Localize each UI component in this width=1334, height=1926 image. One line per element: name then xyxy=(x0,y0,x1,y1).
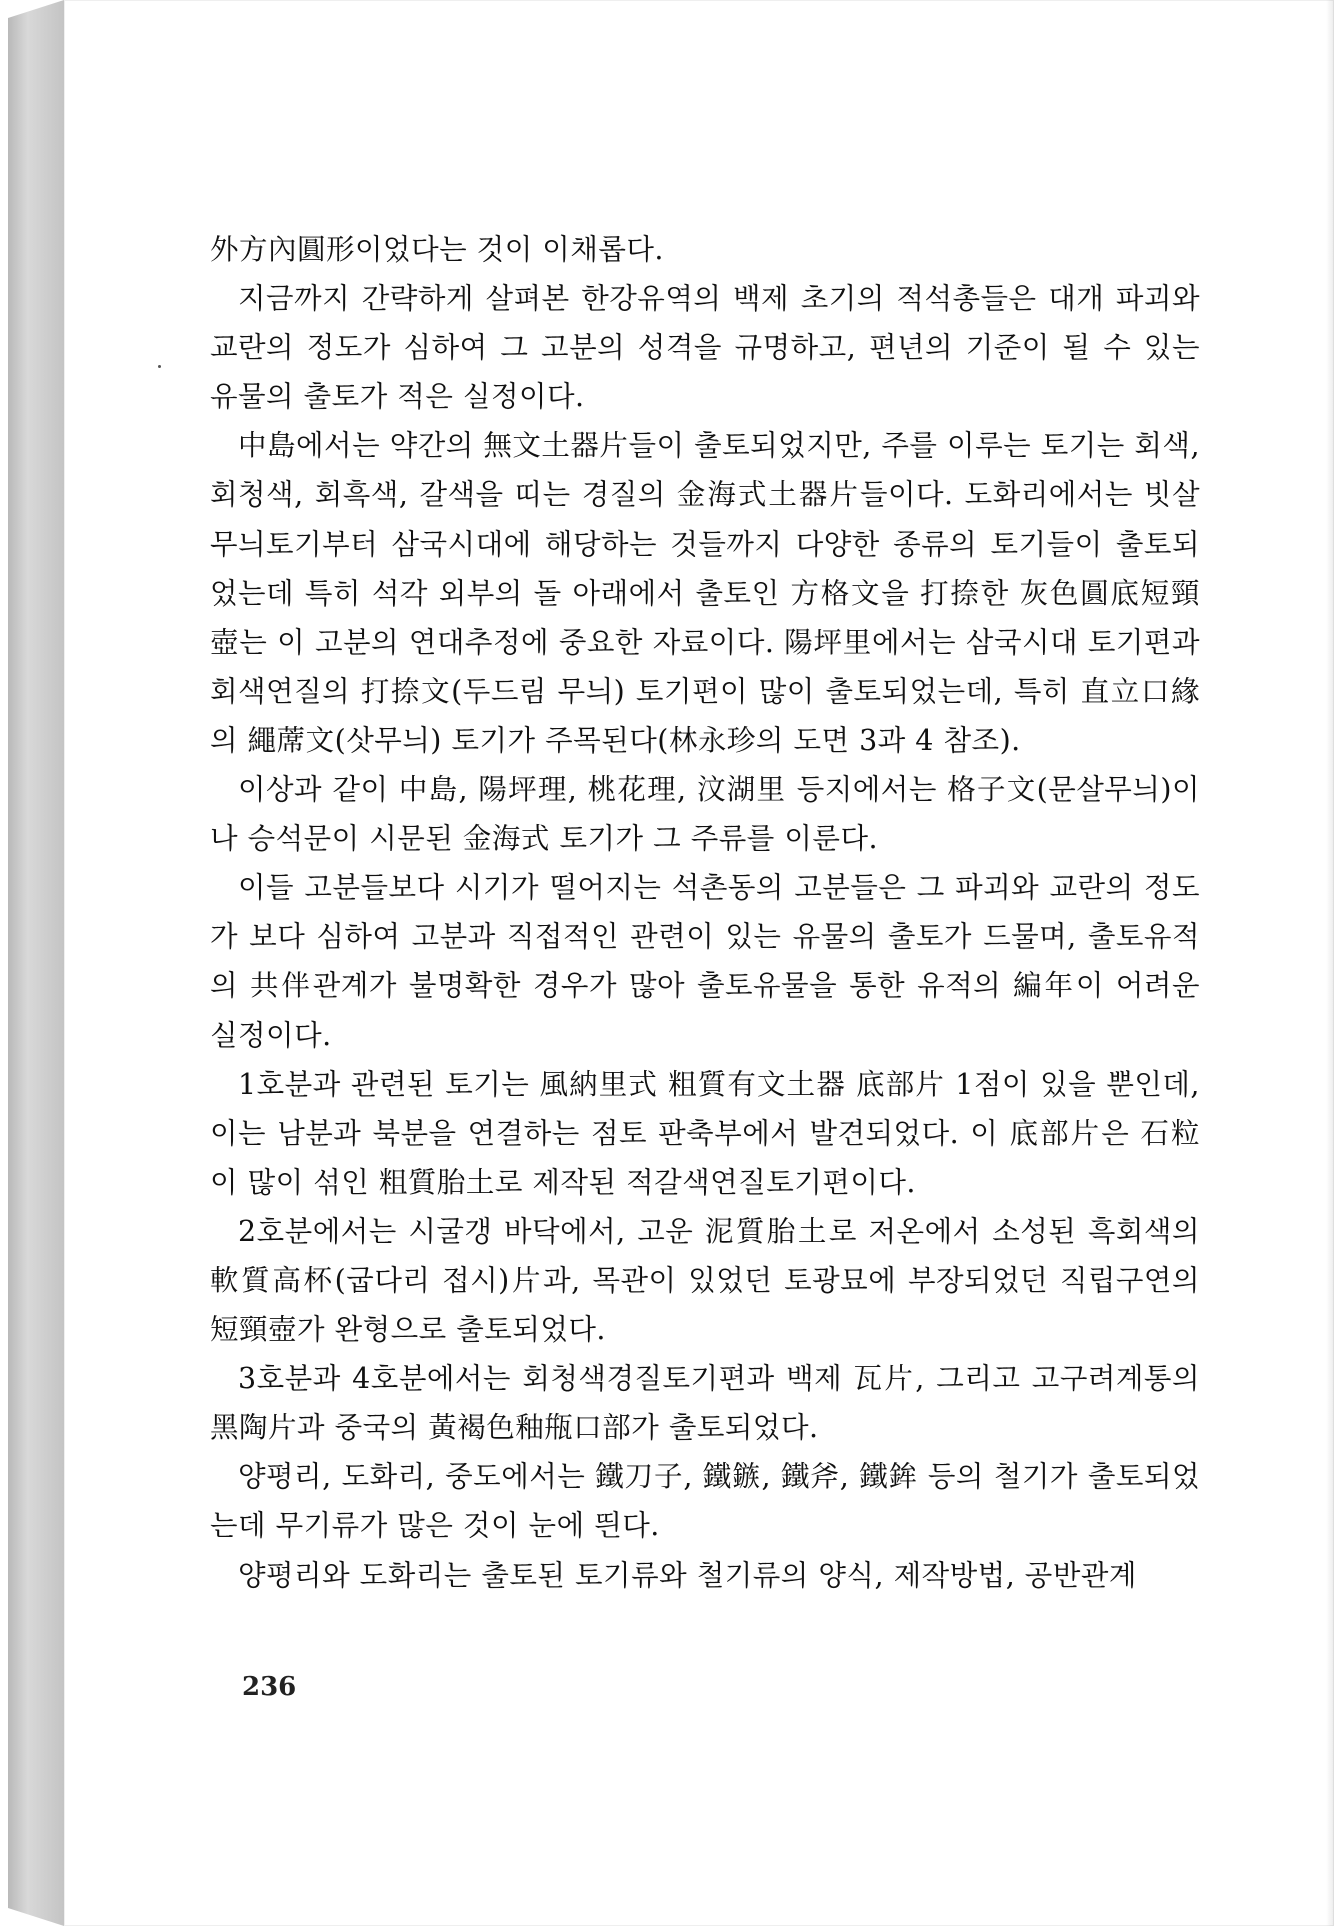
paragraph: 2호분에서는 시굴갱 바닥에서, 고운 泥質胎土로 저온에서 소성된 흑회색의 軟質高杯(굽다리 접시)片과, 목관이 있었던 토광묘에 부장되었던 직립구연의 短頸壺가 완형으로 출토되었다. xyxy=(210,1214,1200,1347)
paragraph: 양평리, 도화리, 중도에서는 鐵刀子, 鐵鏃, 鐵斧, 鐵鉾 등의 철기가 출토되었는데 무기류가 많은 것이 눈에 띈다. xyxy=(210,1460,1200,1543)
paragraph: 3호분과 4호분에서는 회청색경질토기편과 백제 瓦片, 그리고 고구려계통의 黑陶片과 중국의 黃褐色釉甁口部가 출토되었다. xyxy=(210,1362,1200,1445)
paragraph: 이상과 같이 中島, 陽坪理, 桃花理, 汶湖里 등지에서는 格子文(문살무늬)이나 승석문이 시문된 金海式 토기가 그 주류를 이룬다. xyxy=(210,773,1200,856)
body-text xyxy=(210,225,1200,1600)
paragraph: 이들 고분들보다 시기가 떨어지는 석촌동의 고분들은 그 파괴와 교란의 정도가 보다 심하여 고분과 직접적인 관련이 있는 유물의 출토가 드물며, 출토유적의 共伴관계가 불명확한 경우가 많아 출토유물을 통한 유적의 編年이 어려운 실정이다. xyxy=(210,871,1200,1052)
page-edge-shadow xyxy=(1326,0,1334,1926)
page-number: 236 xyxy=(242,1672,297,1702)
paragraph: 지금까지 간략하게 살펴본 한강유역의 백제 초기의 적석총들은 대개 파괴와 교란의 정도가 심하여 그 고분의 성격을 규명하고, 편년의 기준이 될 수 있는 유물의 출토가 적은 실정이다. xyxy=(210,282,1200,414)
paragraph: 양평리와 도화리는 출토된 토기류와 철기류의 양식, 제작방법, 공반관계 xyxy=(238,1558,1137,1592)
paragraph: 1호분과 관련된 토기는 風納里式 粗質有文土器 底部片 1점이 있을 뿐인데, 이는 남분과 북분을 연결하는 점토 판축부에서 발견되었다. 이 底部片은 石粒이 많이 섞인 粗質胎土로 제작된 적갈색연질토기편이다. xyxy=(210,1067,1200,1199)
scan-speck xyxy=(158,365,161,368)
book-spine xyxy=(8,0,64,1926)
paragraph: 中島에서는 약간의 無文土器片들이 출토되었지만, 주를 이루는 토기는 회색, 회청색, 회흑색, 갈색을 띠는 경질의 金海式土器片들이다. 도화리에서는 빗살무늬토기부터 삼국시대에 해당하는 것들까지 다양한 종류의 토기들이 출토되었는데 특히 석각 외부의 돌 아래에서 출토인 方格文을 打捺한 灰色圓底短頸壺는 이 고분의 연대추정에 중요한 자료이다. 陽坪里에서는 삼국시대 토기편과 회색연질의 打捺文(두드림 무늬) 토기편이 많이 출토되었는데, 특히 直立口緣의 繩蓆文(삿무늬) 토기가 주목된다(林永珍의 도면 3과 4 참조). xyxy=(210,429,1200,757)
paragraph-continued: 外方內圓形이었다는 것이 이채롭다. xyxy=(210,233,664,266)
